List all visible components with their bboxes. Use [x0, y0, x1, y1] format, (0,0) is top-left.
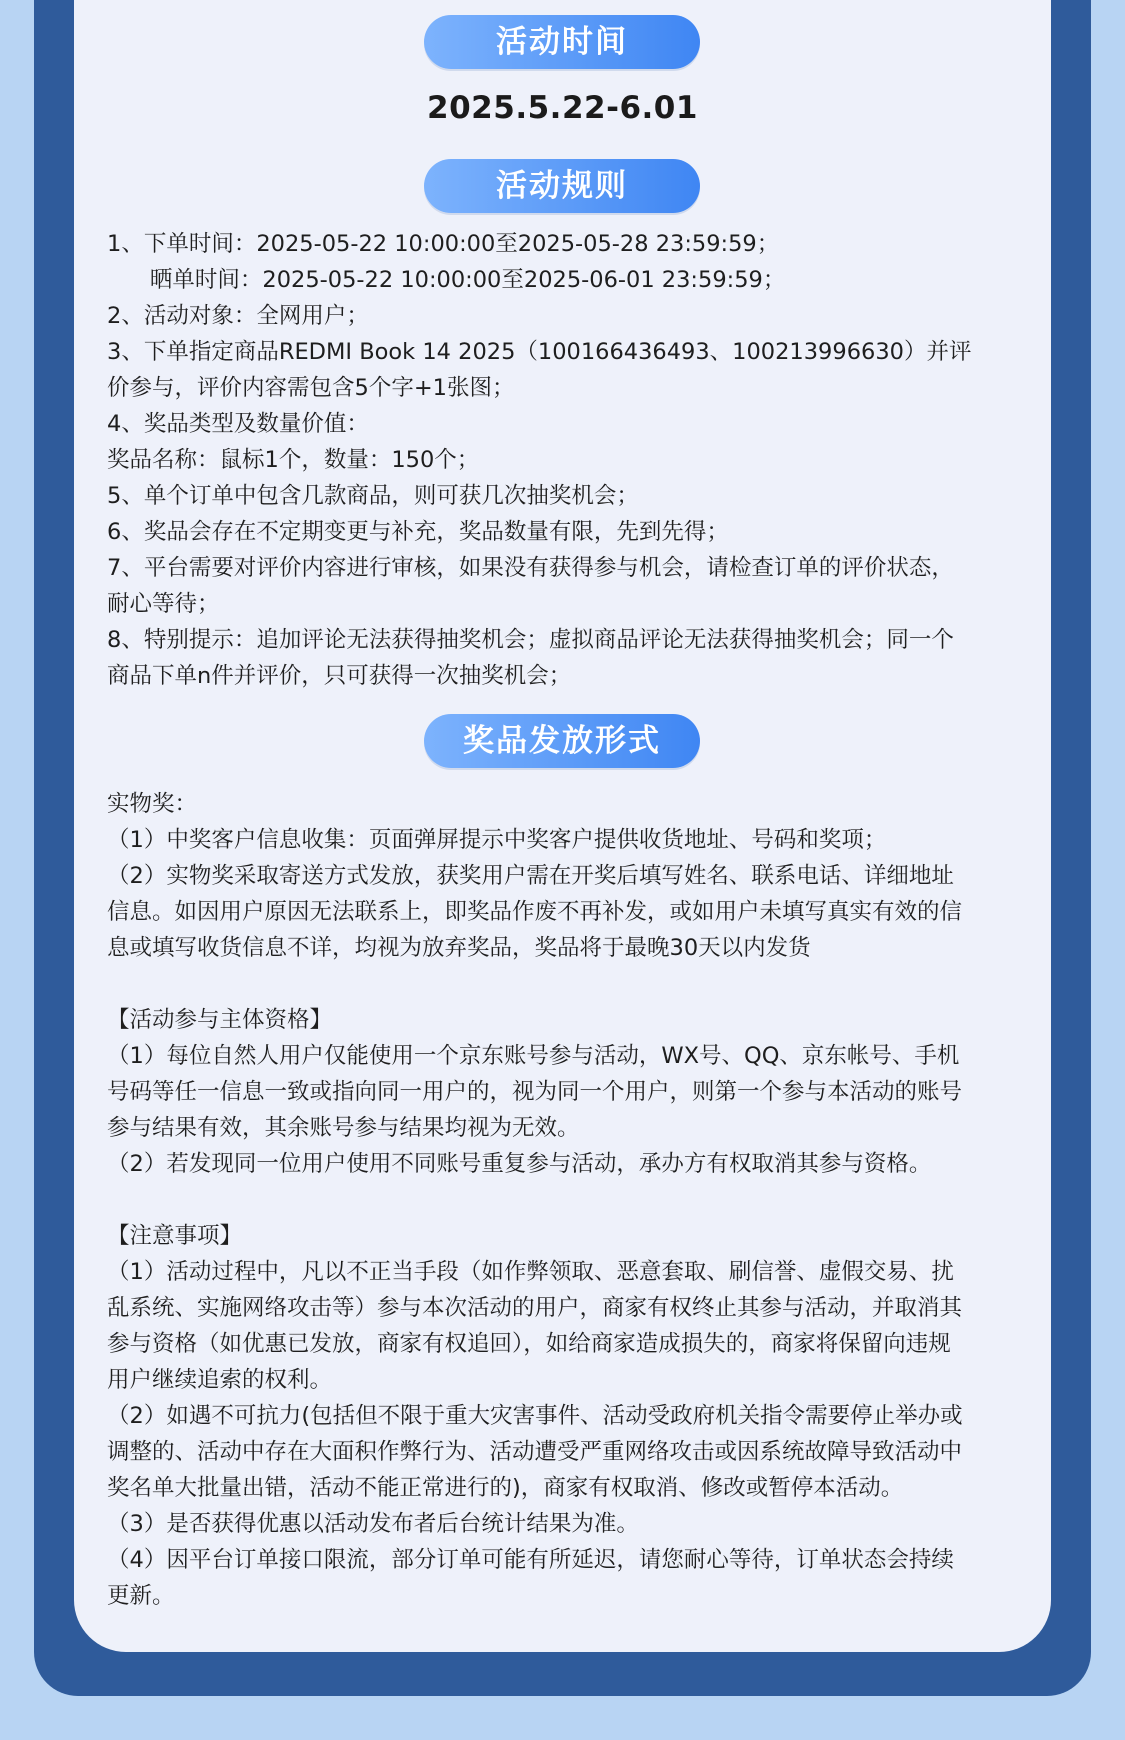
rule-line: 奖品名称：鼠标1个，数量：150个；	[107, 447, 480, 473]
rule-line: 8、特别提示：追加评论无法获得抽奖机会；虚拟商品评论无法获得抽奖机会；同一个	[107, 627, 954, 653]
section-title-activity-rules: 活动规则	[424, 159, 700, 213]
rule-line: 5、单个订单中包含几款商品，则可获几次抽奖机会；	[107, 483, 639, 509]
prize-line: （1）中奖客户信息收集：页面弹屏提示中奖客户提供收货地址、号码和奖项；	[107, 827, 887, 853]
prize-line: （3）是否获得优惠以活动发布者后台统计结果为准。	[107, 1511, 639, 1537]
prize-line: （2）如遇不可抗力(包括但不限于重大灾害事件、活动受政府机关指令需要停止举办或	[107, 1403, 963, 1429]
prize-line: 实物奖：	[107, 791, 198, 817]
prize-line: （1）活动过程中，凡以不正当手段（如作弊领取、恶意套取、刷信誉、虚假交易、扰	[107, 1259, 954, 1285]
prize-line: （2）若发现同一位用户使用不同账号重复参与活动，承办方有权取消其参与资格。	[107, 1151, 932, 1177]
section-title-prize-distribution: 奖品发放形式	[424, 714, 700, 768]
activity-date-range: 2025.5.22-6.01	[427, 90, 698, 126]
prize-line: 奖名单大批量出错，活动不能正常进行的)，商家有权取消、修改或暂停本活动。	[107, 1475, 904, 1501]
eligibility-heading: 【活动参与主体资格】	[107, 1007, 333, 1033]
prize-line: 调整的、活动中存在大面积作弊行为、活动遭受严重网络攻击或因系统故障导致活动中	[107, 1439, 963, 1465]
prize-line: 参与结果有效，其余账号参与结果均视为无效。	[107, 1115, 580, 1141]
prize-line: 息或填写收货信息不详，均视为放弃奖品，奖品将于最晚30天以内发货	[107, 935, 811, 961]
rule-line: 晒单时间：2025-05-22 10:00:00至2025-06-01 23:59:59；	[107, 267, 786, 293]
rule-line: 耐心等待；	[107, 591, 220, 617]
rule-line: 3、下单指定商品REDMI Book 14 2025（100166436493、100213996630）并评	[107, 339, 972, 365]
rules-list	[107, 226, 1027, 694]
prize-line: （4）因平台订单接口限流，部分订单可能有所延迟，请您耐心等待，订单状态会持续	[107, 1547, 954, 1573]
rule-line: 1、下单时间：2025-05-22 10:00:00至2025-05-28 23:59:59；	[107, 231, 780, 257]
prize-line: 信息。如因用户原因无法联系上，即奖品作废不再补发，或如用户未填写真实有效的信	[107, 899, 963, 925]
blank-line	[107, 966, 1027, 1002]
notes-heading: 【注意事项】	[107, 1223, 243, 1249]
prize-line: 号码等任一信息一致或指向同一用户的，视为同一个用户，则第一个参与本活动的账号	[107, 1079, 963, 1105]
prize-line: 更新。	[107, 1583, 175, 1609]
rule-line: 2、活动对象：全网用户；	[107, 303, 369, 329]
blank-line	[107, 1182, 1027, 1218]
rule-line: 价参与，评价内容需包含5个字+1张图；	[107, 375, 515, 401]
prize-line: 参与资格（如优惠已发放，商家有权追回），如给商家造成损失的，商家将保留向违规	[107, 1331, 951, 1357]
prize-line: 用户继续追索的权利。	[107, 1367, 333, 1393]
prize-line: （2）实物奖采取寄送方式发放，获奖用户需在开奖后填写姓名、联系电话、详细地址	[107, 863, 954, 889]
rule-line: 7、平台需要对评价内容进行审核，如果没有获得参与机会，请检查订单的评价状态，	[107, 555, 954, 581]
rule-line: 商品下单n件并评价，只可获得一次抽奖机会；	[107, 663, 572, 689]
prize-distribution-list	[107, 786, 1027, 1614]
rule-line: 6、奖品会存在不定期变更与补充，奖品数量有限，先到先得；	[107, 519, 729, 545]
prize-line: 乱系统、实施网络攻击等）参与本次活动的用户，商家有权终止其参与活动，并取消其	[107, 1295, 963, 1321]
rule-line: 4、奖品类型及数量价值：	[107, 411, 369, 437]
section-title-activity-time: 活动时间	[424, 15, 700, 69]
prize-line: （1）每位自然人用户仅能使用一个京东账号参与活动，WX号、QQ、京东帐号、手机	[107, 1043, 960, 1069]
